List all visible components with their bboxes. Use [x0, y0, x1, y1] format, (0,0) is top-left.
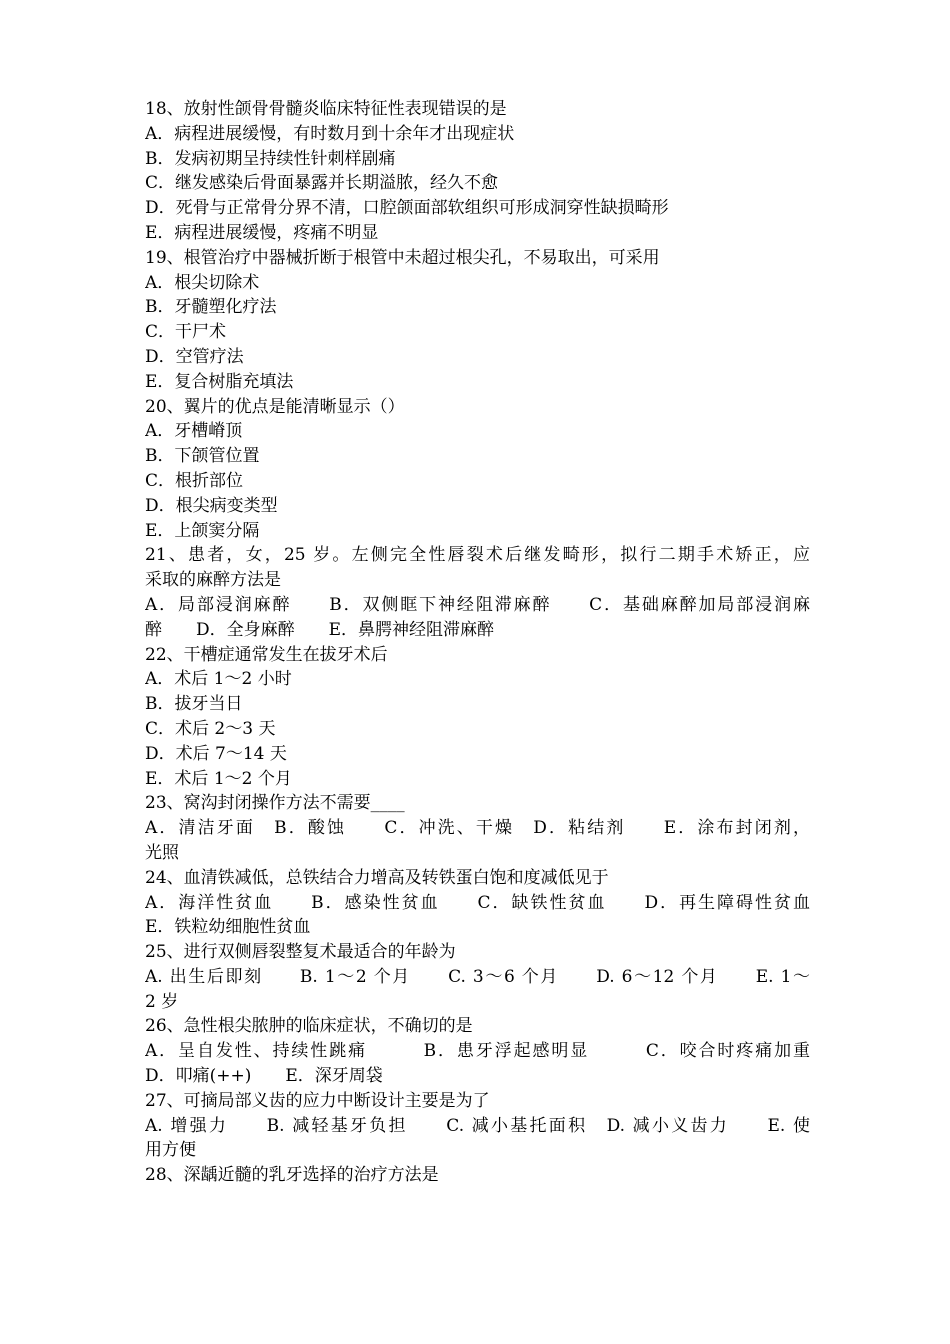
answer-option-line: D．叩痛(++) E．深牙周袋	[145, 1066, 383, 1087]
question-stem: 27、可摘局部义齿的应力中断设计主要是为了	[145, 1090, 490, 1111]
answer-option-line: D．根尖病变类型	[145, 495, 278, 516]
answer-option-line: B．拔牙当日	[145, 694, 243, 715]
answer-option-line: 2 岁	[145, 991, 179, 1012]
question-block	[145, 246, 810, 395]
question-block	[145, 543, 810, 642]
question-stem: 20、翼片的优点是能清晰显示（）	[145, 396, 405, 417]
question-block	[145, 643, 810, 792]
answer-option-line: D．术后 7～14 天	[145, 743, 287, 764]
answer-option-line: C．继发感染后骨面暴露并长期溢脓，经久不愈	[145, 173, 499, 194]
question-block	[145, 866, 810, 940]
answer-option-line: A．呈自发性、持续性跳痛 B．患牙浮起感明显 C．咬合时疼痛加重	[145, 1041, 810, 1062]
document-body	[145, 97, 810, 1188]
answer-option-line: B．发病初期呈持续性针刺样剧痛	[145, 148, 396, 169]
question-block	[145, 1089, 810, 1163]
answer-option-line: D．空管疗法	[145, 346, 244, 367]
answer-option-line: A．术后 1～2 小时	[145, 669, 292, 690]
question-block	[145, 395, 810, 544]
answer-option-line: E．术后 1～2 个月	[145, 768, 292, 789]
answer-option-line: 用方便	[145, 1140, 196, 1161]
answer-option-line: 醉 D．全身麻醉 E．鼻腭神经阻滞麻醉	[145, 619, 495, 640]
question-stem: 23、窝沟封闭操作方法不需要____	[145, 793, 405, 814]
answer-option-line: A．牙槽嵴顶	[145, 421, 243, 442]
question-stem: 21、患者，女，25 岁。左侧完全性唇裂术后继发畸形，拟行二期手术矫正，应	[145, 545, 810, 566]
answer-option-line: 采取的麻醉方法是	[145, 570, 281, 591]
answer-option-line: B．下颌管位置	[145, 446, 260, 467]
question-stem: 18、放射性颌骨骨髓炎临床特征性表现错误的是	[145, 99, 507, 119]
answer-option-line: C．干尸术	[145, 322, 227, 343]
question-stem: 26、急性根尖脓肿的临床症状，不确切的是	[145, 1016, 473, 1037]
answer-option-line: 光照	[145, 842, 179, 863]
question-stem: 22、干槽症通常发生在拔牙术后	[145, 644, 388, 665]
answer-option-line: A．根尖切除术	[145, 272, 260, 293]
question-block	[145, 97, 810, 246]
question-stem: 28、深龋近髓的乳牙选择的治疗方法是	[145, 1165, 439, 1186]
question-block	[145, 1163, 810, 1188]
answer-option-line: A．病程进展缓慢，有时数月到十余年才出现症状	[145, 123, 515, 144]
question-block	[145, 1014, 810, 1088]
answer-option-line: A. 出生后即刻 B. 1～2 个月 C. 3～6 个月 D. 6～12 个月 E. 1～	[145, 966, 810, 987]
answer-option-line: A．清洁牙面 B．酸蚀 C．冲洗、干燥 D．粘结剂 E．涂布封闭剂，	[145, 818, 810, 839]
question-block	[145, 791, 810, 865]
answer-option-line: E．铁粒幼细胞性贫血	[145, 917, 311, 938]
question-stem: 24、血清铁减低，总铁结合力增高及转铁蛋白饱和度减低见于	[145, 867, 609, 888]
answer-option-line: B．牙髓塑化疗法	[145, 297, 277, 318]
answer-option-line: A．局部浸润麻醉 B．双侧眶下神经阻滞麻醉 C．基础麻醉加局部浸润麻	[145, 594, 810, 615]
question-stem: 25、进行双侧唇裂整复术最适合的年龄为	[145, 942, 456, 963]
answer-option-line: A. 增强力 B. 减轻基牙负担 C. 减小基托面积 D. 减小义齿力 E. 使	[145, 1115, 810, 1136]
answer-option-line: C．术后 2～3 天	[145, 718, 276, 739]
question-block	[145, 940, 810, 1014]
answer-option-line: D．死骨与正常骨分界不清，口腔颌面部软组织可形成洞穿性缺损畸形	[145, 198, 669, 219]
question-stem: 19、根管治疗中器械折断于根管中未超过根尖孔，不易取出，可采用	[145, 247, 660, 268]
answer-option-line: C．根折部位	[145, 470, 244, 491]
answer-option-line: E．复合树脂充填法	[145, 371, 294, 392]
answer-option-line: E．上颌窦分隔	[145, 520, 260, 541]
answer-option-line: A．海洋性贫血 B．感染性贫血 C．缺铁性贫血 D．再生障碍性贫血	[145, 892, 810, 913]
answer-option-line: E．病程进展缓慢，疼痛不明显	[145, 222, 379, 243]
